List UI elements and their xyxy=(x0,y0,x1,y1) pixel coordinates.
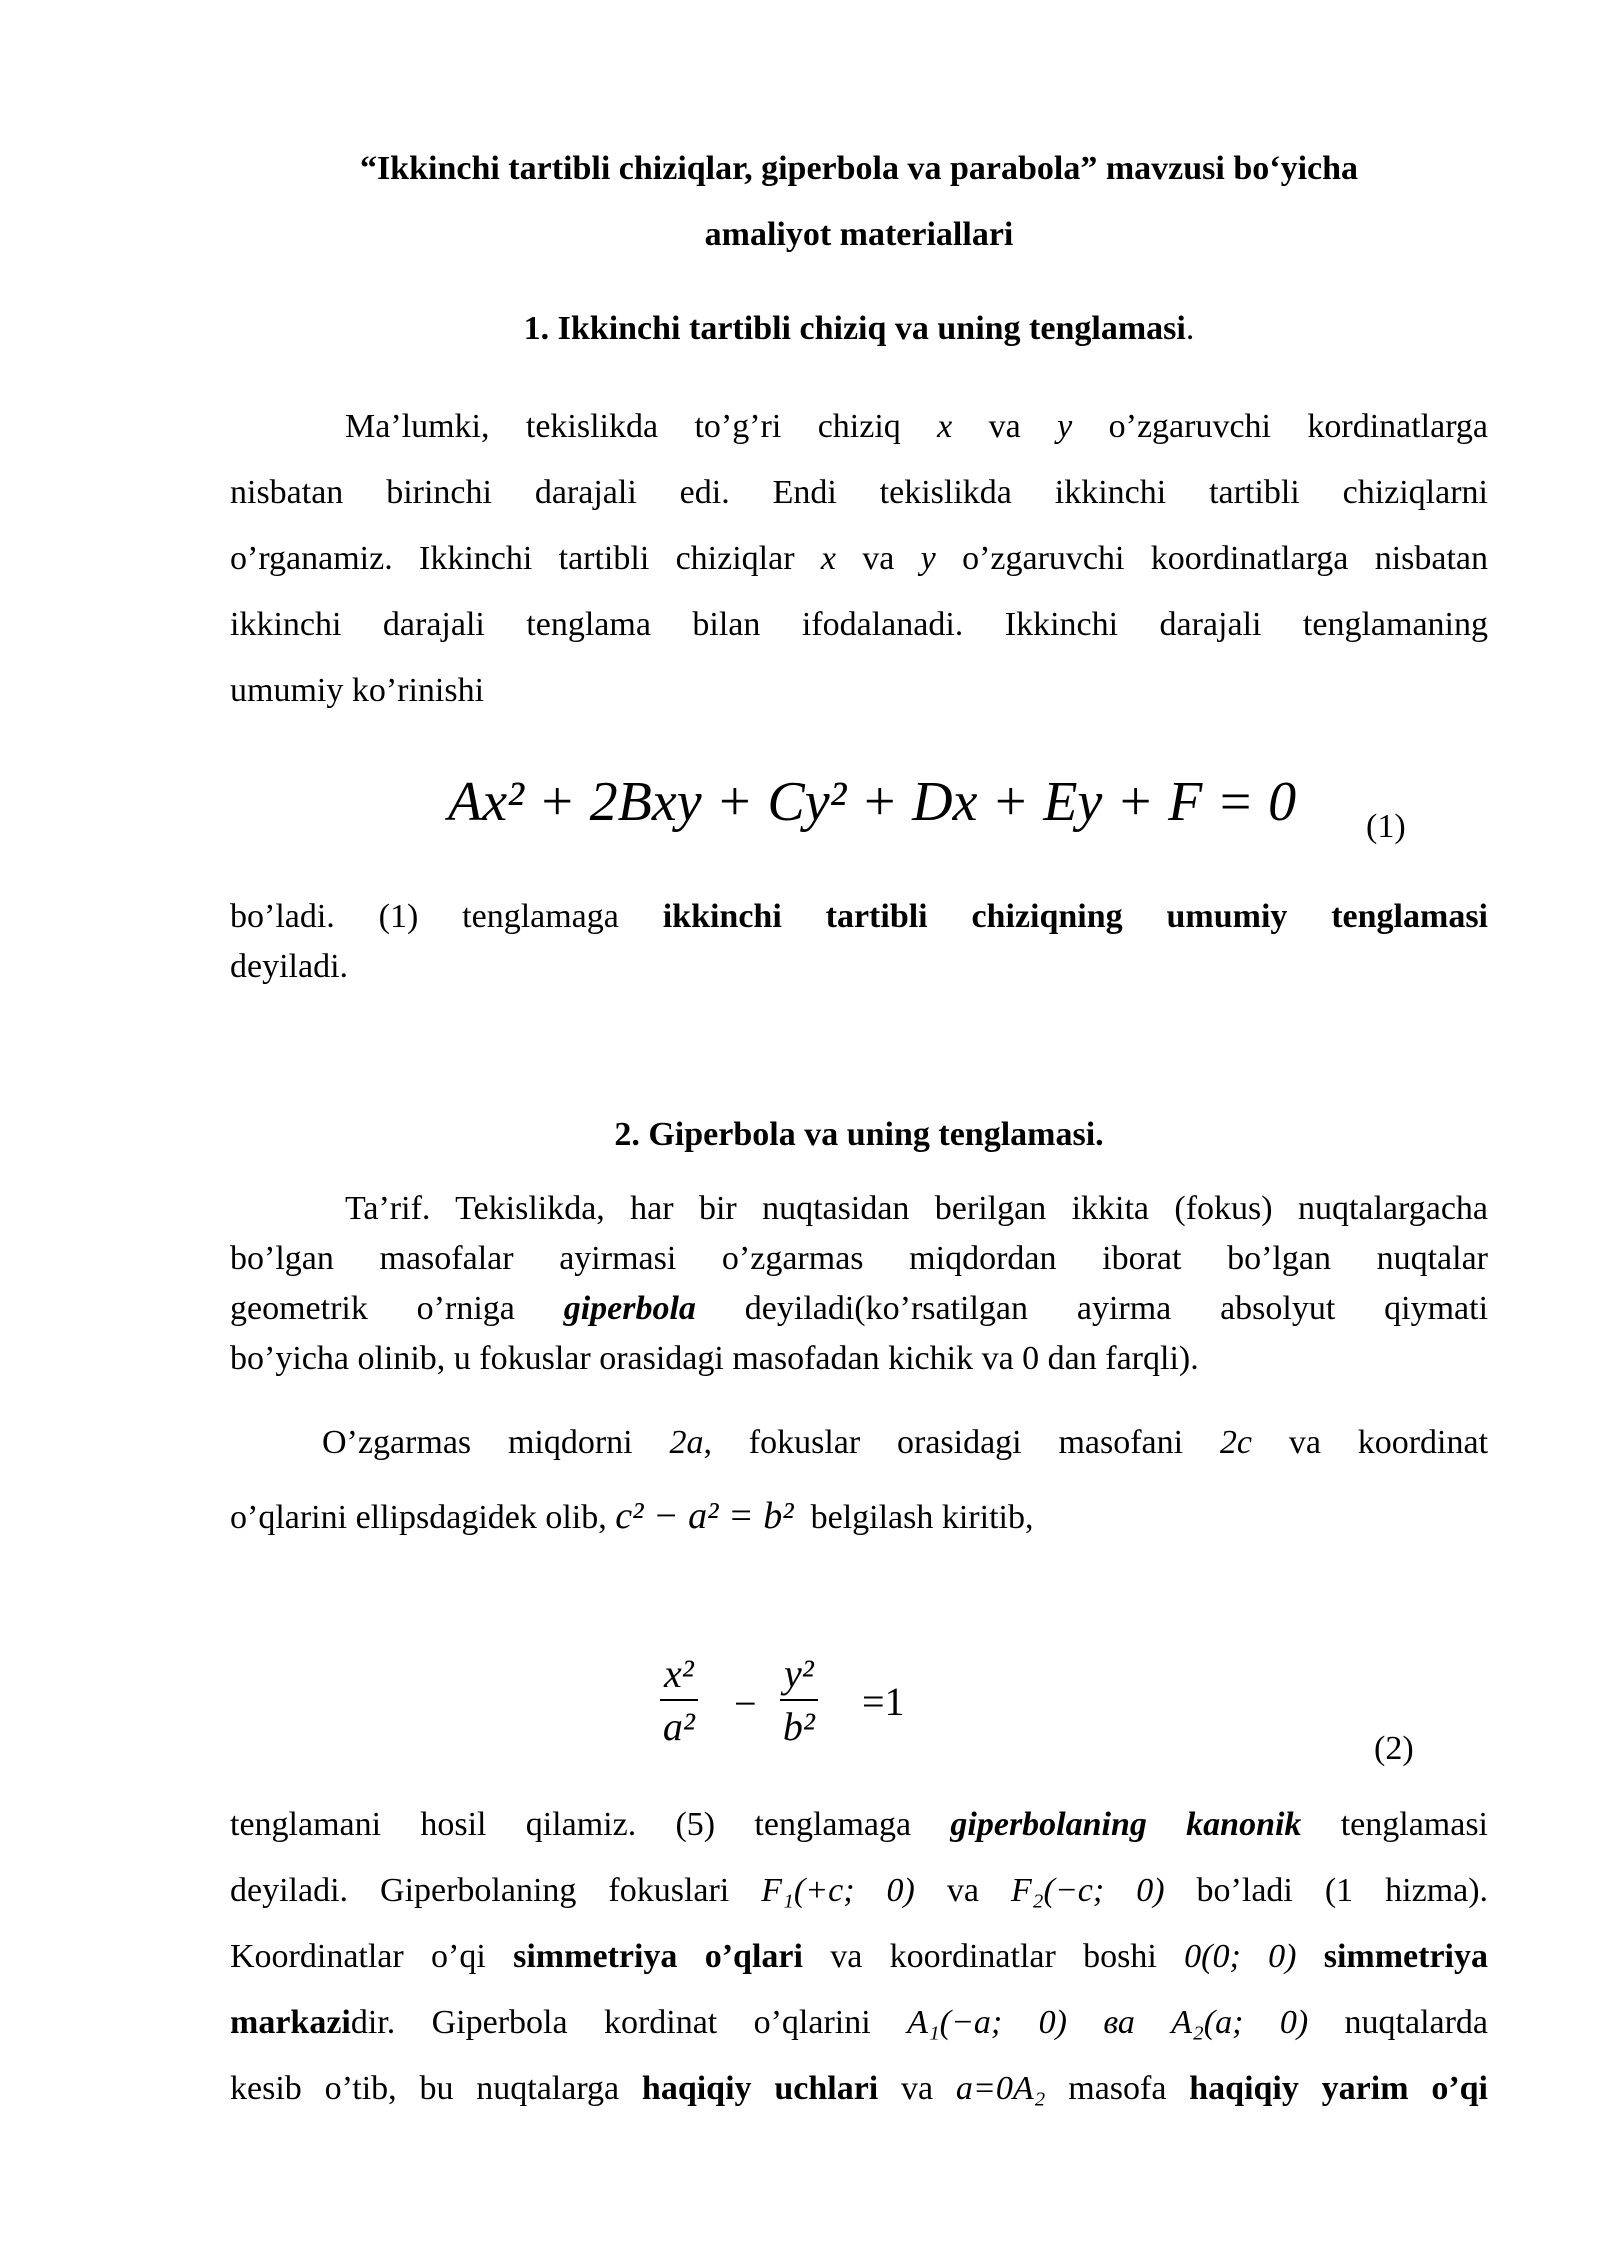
paragraph1-line3 xyxy=(230,540,1488,578)
minus-sign: − xyxy=(734,1681,757,1726)
section2-heading: 2. Giperbola va uning tenglamasi. xyxy=(614,1116,1104,1153)
text: va xyxy=(946,1872,979,1909)
term-real-vertices: haqiqiy uchlari xyxy=(641,2070,879,2107)
text: geometrik o’rniga xyxy=(230,1290,515,1327)
text: va koordinatlar boshi xyxy=(830,1938,1157,1975)
fraction-denominator: b² xyxy=(782,1704,815,1749)
text: va xyxy=(862,540,895,577)
section1-heading-text: 1. Ikkinchi tartibli chiziq va uning tenglamasi xyxy=(523,310,1186,347)
fraction-denominator: a² xyxy=(662,1704,695,1749)
text: bo’ladi (1 hizma). xyxy=(1196,1872,1489,1909)
text: Koordinatlar o’qi xyxy=(230,1938,486,1975)
text: o’qlarini ellipsdagidek olib, xyxy=(230,1499,607,1536)
term-center: markazi xyxy=(230,2004,351,2041)
document-title-line2: amaliyot materiallari xyxy=(704,216,1014,253)
text: kesib o’tib, bu nuqtalarga xyxy=(230,2070,620,2107)
paragraph2-line1 xyxy=(230,898,1488,936)
term-canonical: giperbolaning kanonik xyxy=(950,1806,1302,1843)
text: o’zgaruvchi kordinatlarga xyxy=(1108,408,1489,445)
math-vertex-A2: A₂(a; 0) xyxy=(1171,2004,1309,2041)
term-real-semi-axis: haqiqiy yarim o’qi xyxy=(1189,2070,1488,2107)
math-a-0A2: a=0A₂ xyxy=(955,2070,1046,2107)
fraction-y2-over-b2 xyxy=(780,1650,818,1750)
math-var-x: x xyxy=(937,408,953,445)
math-focus-F2: F₂(−c; 0) xyxy=(1010,1872,1165,1909)
math-focus-F1: F₁(+c; 0) xyxy=(761,1872,915,1909)
paragraph4-line1 xyxy=(230,1806,1488,1844)
section1-heading xyxy=(230,310,1488,348)
math-c2-a2-b2: c² − a² = b² xyxy=(615,1495,794,1537)
text: , fokuslar orasidagi masofani xyxy=(703,1424,1184,1461)
math-origin: 0(0; 0) xyxy=(1184,1938,1297,1975)
document-title-line1: “Ikkinchi tartibli chiziqlar, giperbola va parabola” mavzusi bo‘yicha xyxy=(359,150,1359,187)
term-giperbola: giperbola xyxy=(563,1290,696,1327)
text: tenglamasi xyxy=(1340,1806,1489,1843)
paragraph1-line1 xyxy=(230,408,1488,446)
definition-line2: bo’lgan masofalar ayirmasi o’zgarmas miqdordan iborat bo’lgan nuqtalar xyxy=(230,1240,1488,1277)
math-var-y: y xyxy=(1057,408,1073,445)
text: va xyxy=(901,2070,934,2107)
equation-1-number: (1) xyxy=(1366,808,1406,845)
paragraph3-line1 xyxy=(230,1424,1488,1462)
math-var-x: x xyxy=(820,540,836,577)
paragraph3-line2 xyxy=(230,1494,1488,1538)
text: deyiladi. Giperbolaning fokuslari xyxy=(230,1872,730,1909)
text: nuqtalarda xyxy=(1344,2004,1489,2041)
fraction-x2-over-a2 xyxy=(660,1650,698,1750)
definition-line4: bo’yicha olinib, u fokuslar orasidagi masofadan kichik va 0 dan farqli). xyxy=(230,1340,1199,1377)
text: va xyxy=(988,408,1021,445)
math-2c: 2c xyxy=(1219,1424,1252,1461)
fraction-numerator: y² xyxy=(780,1650,818,1701)
definition-line1: Ta’rif. Tekislikda, har bir nuqtasidan berilgan ikkita (fokus) nuqtalargacha xyxy=(345,1190,1488,1227)
paragraph4-line4 xyxy=(230,2004,1488,2042)
math-va: ва xyxy=(1103,2004,1135,2041)
paragraph1-line2: nisbatan birinchi darajali edi. Endi tekislikda ikkinchi tartibli chiziqlarni xyxy=(230,474,1488,511)
text: va koordinat xyxy=(1288,1424,1489,1461)
math-2a: 2a xyxy=(669,1424,704,1461)
definition-line3 xyxy=(230,1290,1488,1328)
text: bo’ladi. (1) tenglamaga xyxy=(230,898,619,935)
text: belgilash kiritib, xyxy=(810,1499,1034,1536)
text: Ma’lumki, tekislikda to’g’ri chiziq xyxy=(345,408,901,445)
paragraph4-line3 xyxy=(230,1938,1488,1976)
text: tenglamani hosil qilamiz. (5) tenglamaga xyxy=(230,1806,912,1843)
term-general-equation: ikkinchi tartibli chiziqning umumiy tenglamasi xyxy=(662,898,1489,935)
text: deyiladi(ko’rsatilgan ayirma absolyut qiymati xyxy=(744,1290,1489,1327)
math-vertex-A1: A₁(−a; 0) xyxy=(907,2004,1067,2041)
paragraph1-line5: umumiy ko’rinishi xyxy=(230,672,485,709)
paragraph1-line4: ikkinchi darajali tenglama bilan ifodalanadi. Ikkinchi darajali tenglamaning xyxy=(230,606,1488,643)
term-symmetry: simmetriya xyxy=(1323,1938,1488,1975)
text: masofa xyxy=(1068,2070,1167,2107)
paragraph4-line2 xyxy=(230,1872,1488,1910)
term-symmetry-axes: simmetriya o’qlari xyxy=(513,1938,803,1975)
text: o’zgaruvchi koordinatlarga nisbatan xyxy=(962,540,1488,577)
equals-one: =1 xyxy=(862,1679,905,1724)
text: o’rganamiz. Ikkinchi tartibli chiziqlar xyxy=(230,540,795,577)
fraction-numerator: x² xyxy=(660,1650,698,1701)
equation-2-number: (2) xyxy=(1374,1730,1414,1767)
text: dir. Giperbola kordinat o’qlarini xyxy=(350,2004,871,2041)
paragraph4-line5 xyxy=(230,2070,1488,2108)
text: O’zgarmas miqdorni xyxy=(322,1424,633,1461)
equation-1: Ax² + 2Bxy + Cy² + Dx + Ey + F = 0 xyxy=(448,771,1297,833)
section1-heading-dot: . xyxy=(1185,310,1195,347)
paragraph2-line2: deyiladi. xyxy=(230,948,349,985)
math-var-y: y xyxy=(920,540,936,577)
